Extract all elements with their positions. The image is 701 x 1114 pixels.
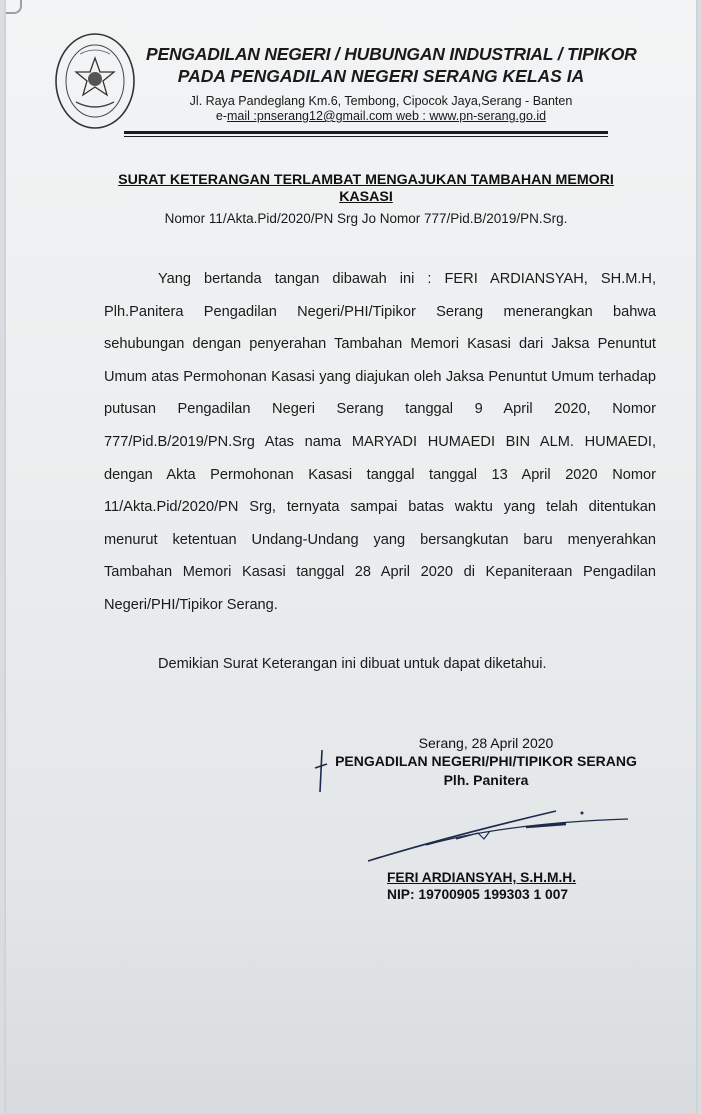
- document-closing: Demikian Surat Keterangan ini dibuat untuk dapat diketahui.: [158, 656, 547, 672]
- letterhead: [146, 44, 637, 123]
- signature-organization: PENGADILAN NEGERI/PHI/TIPIKOR SERANG: [335, 753, 637, 769]
- signer-name: FERI ARDIANSYAH, S.H.M.H.: [387, 870, 577, 885]
- court-seal-logo: [54, 32, 136, 130]
- letterhead-line1: PENGADILAN NEGERI / HUBUNGAN INDUSTRIAL / TIPIKOR: [146, 44, 637, 64]
- signer-block: [387, 870, 576, 902]
- letterhead-thin-rule: [124, 136, 608, 137]
- document-body: Yang bertanda tangan dibawah ini : FERI ARDIANSYAH, SH.M.H, Plh.Panitera Pengadilan Negeri/PHI/Tipikor Serang menerangkan bahwa sehubungan dengan penyerahan Tambahan Memori Kasasi dari Jaksa Penuntut Umum atas Permohonan Kasasi yang diajukan oleh Jaksa Penuntut Umum terhadap putusan Pengadilan Negeri Serang tanggal 9 April 2020, Nomor 777/Pid.B/2019/PN.Srg Atas nama MARYADI HUMAEDI BIN ALM. HUMAEDI, dengan Akta Permohonan Kasasi tanggal tanggal 13 April 2020 Nomor 11/Akta.Pid/2020/PN Srg, ternyata sampai batas waktu yang telah ditentukan menurut ketentuan Undang-Undang yang bersangkutan baru menyerahkan Tambahan Memori Kasasi tanggal 28 April 2020 di Kepaniteraan Pengadilan Negeri/PHI/Tipikor Serang.: [104, 271, 656, 613]
- signature-block: [306, 735, 666, 788]
- document-title: SURAT KETERANGAN TERLAMBAT MENGAJUKAN TAMBAHAN MEMORI KASASI: [118, 172, 614, 205]
- signature-position: Plh. Panitera: [443, 772, 529, 788]
- signer-nip: NIP: 19700905 199303 1 007: [387, 887, 569, 902]
- email-prefix: e-: [215, 109, 228, 123]
- letterhead-contact: [146, 109, 616, 123]
- letterhead-address: Jl. Raya Pandeglang Km.6, Tembong, Cipocok Jaya,Serang - Banten: [189, 94, 573, 108]
- handwritten-signature: [366, 805, 636, 875]
- email-web-link[interactable]: mail :pnserang12@gmail.com web : www.pn-serang.go.id: [227, 109, 547, 123]
- document-number: Nomor 11/Akta.Pid/2020/PN Srg Jo Nomor 777/Pid.B/2019/PN.Srg.: [164, 211, 568, 226]
- letterhead-thick-rule: [124, 131, 608, 134]
- document-page: [6, 0, 696, 1114]
- staple-mark: [6, 0, 22, 14]
- letterhead-line2: PADA PENGADILAN NEGERI SERANG KELAS IA: [177, 66, 585, 86]
- signature-place-date: Serang, 28 April 2020: [418, 735, 554, 751]
